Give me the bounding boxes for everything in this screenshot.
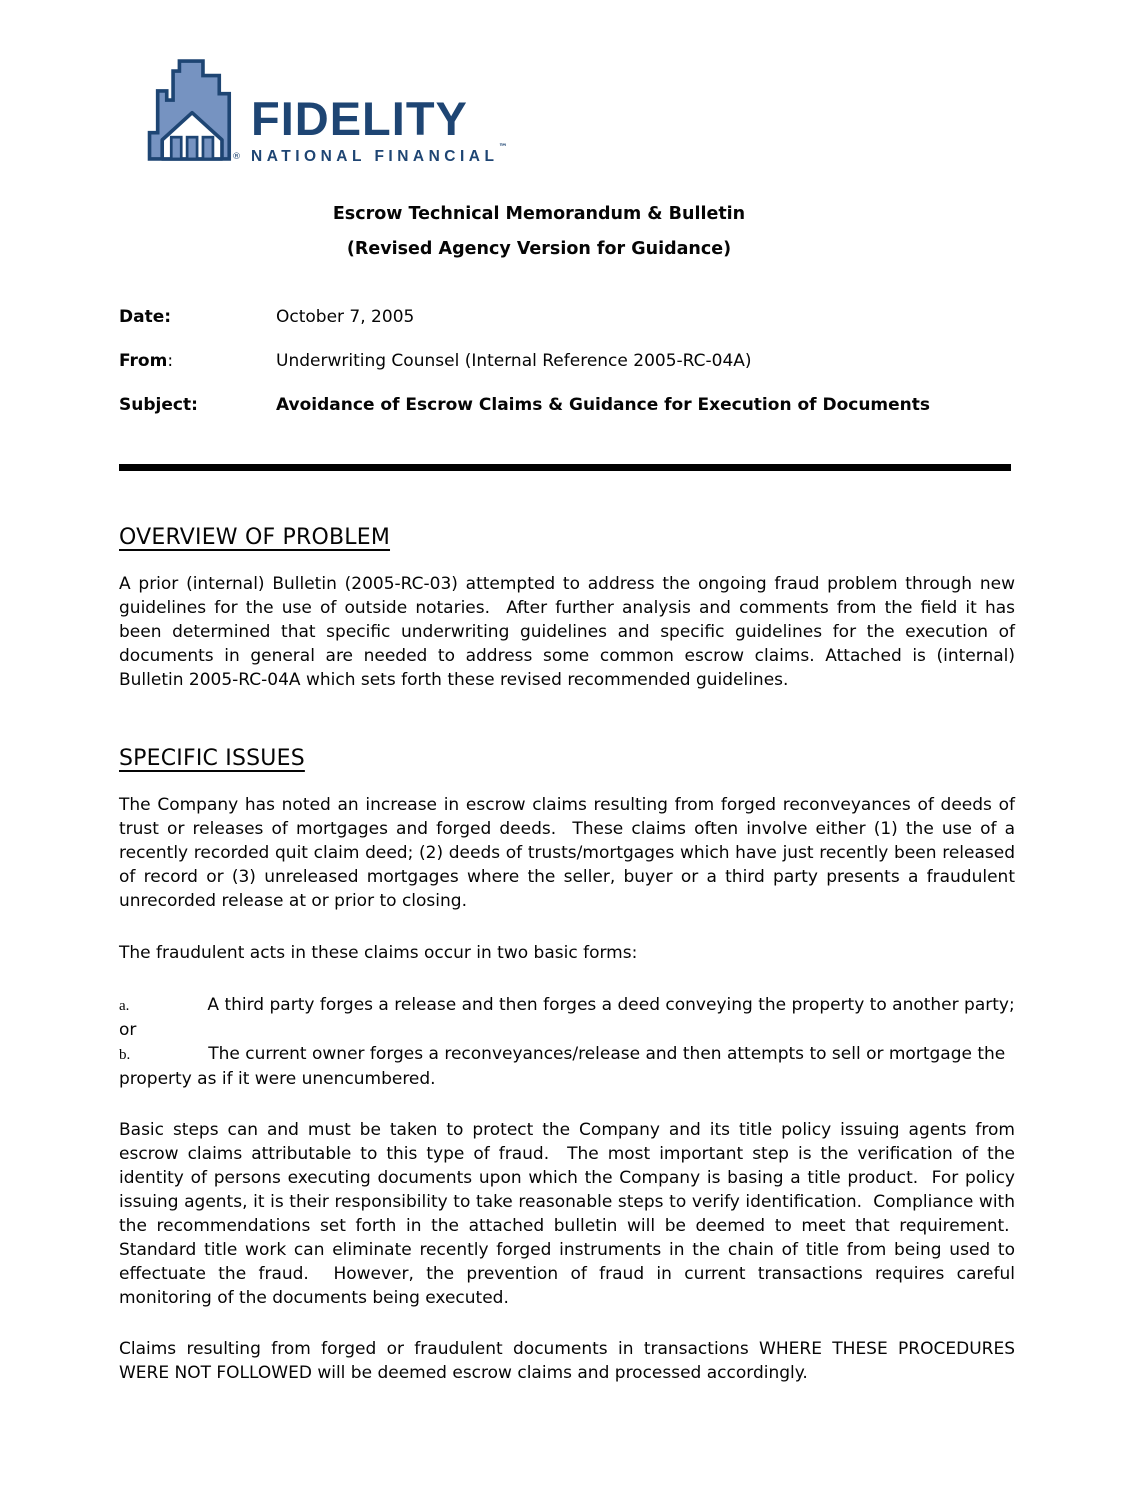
- subject-value: Avoidance of Escrow Claims & Guidance for Execution of Documents: [276, 395, 931, 415]
- date-value: October 7, 2005: [276, 307, 415, 327]
- from-label-colon: :: [167, 351, 174, 371]
- list-item-b: [119, 1042, 1015, 1091]
- list-item-a-text: A third party forges a release and then forges a deed conveying the property to another party; or: [119, 995, 1015, 1040]
- list-marker-a: a.: [119, 998, 130, 1014]
- logo-brand-subname: NATIONAL FINANCIAL: [251, 148, 499, 165]
- claims-paragraph: Claims resulting from forged or fraudulent documents in transactions WHERE THESE PROCEDURES WERE NOT FOLLOWED will be deemed escrow claims and processed accordingly.: [119, 1339, 1015, 1383]
- document-title-line1: Escrow Technical Memorandum & Bulletin: [332, 204, 746, 224]
- memo-meta-block: [119, 307, 1015, 415]
- house-column: [171, 137, 181, 159]
- specific-issues-paragraph: The Company has noted an increase in escrow claims resulting from forged reconveyances of deeds of trust or releases of mortgages and forged deeds. These claims often involve either (1) the use of a recently recorded quit claim deed; (2) deeds of trusts/mortgages which have just recently been released of record or (3) unreleased mortgages where the seller, buyer or a third party presents a fraudulent unrecorded release at or prior to closing.: [119, 795, 1015, 911]
- subject-label: Subject:: [119, 395, 198, 415]
- house-column: [187, 137, 197, 159]
- meta-row-date: [119, 307, 1015, 327]
- house-column: [203, 137, 213, 159]
- logo-brand-name: FIDELITY: [251, 91, 468, 145]
- registered-symbol: ®: [231, 151, 241, 162]
- from-label: [119, 351, 276, 371]
- section-heading-overview: OVERVIEW OF PROBLEM: [119, 525, 391, 550]
- section-heading-specific-issues: SPECIFIC ISSUES: [119, 746, 305, 771]
- logo-wordmark: [251, 91, 508, 168]
- meta-row-from: [119, 351, 1015, 371]
- from-value: Underwriting Counsel (Internal Reference 2005-RC-04A): [276, 351, 752, 371]
- list-marker-b: b.: [119, 1047, 131, 1063]
- trademark-symbol: ™: [498, 143, 508, 153]
- basic-steps-paragraph: Basic steps can and must be taken to protect the Company and its title policy issuing agents from escrow claims attributable to this type of fraud. The most important step is the verification of the identity of persons executing documents upon which the Company is basing a title product. For policy issuing agents, it is their responsibility to take reasonable steps to verify identification. Compliance with the recommendations set forth in the attached bulletin will be deemed to meet that requirement. Standard title work can eliminate recently forged instruments in the chain of title from being used to effectuate the fraud. However, the prevention of fraud in current transactions requires careful monitoring of the documents being executed.: [119, 1120, 1015, 1308]
- meta-row-subject: [119, 395, 1015, 415]
- company-logo: [145, 50, 1148, 168]
- overview-paragraph: A prior (internal) Bulletin (2005-RC-03) attempted to address the ongoing fraud problem through new guidelines for the use of outside notaries. After further analysis and comments from the field it has been determined that specific underwriting guidelines and specific guidelines for the execution of documents in general are needed to address some common escrow claims. Attached is (internal) Bulletin 2005-RC-04A which sets forth these revised recommended guidelines.: [119, 574, 1015, 690]
- date-label: Date:: [119, 307, 172, 327]
- horizontal-divider: [119, 464, 1011, 471]
- document-title-block: [119, 204, 959, 259]
- fraudulent-forms-lead: The fraudulent acts in these claims occur in two basic forms:: [119, 943, 638, 963]
- list-item-b-text: The current owner forges a reconveyances/release and then attempts to sell or mortgage the property as if it were unencumbered.: [119, 1044, 1006, 1089]
- building-house-icon: [145, 52, 241, 168]
- document-title-line2: (Revised Agency Version for Guidance): [346, 239, 732, 259]
- list-item-a: [119, 993, 1015, 1042]
- from-label-text: From: [119, 351, 168, 371]
